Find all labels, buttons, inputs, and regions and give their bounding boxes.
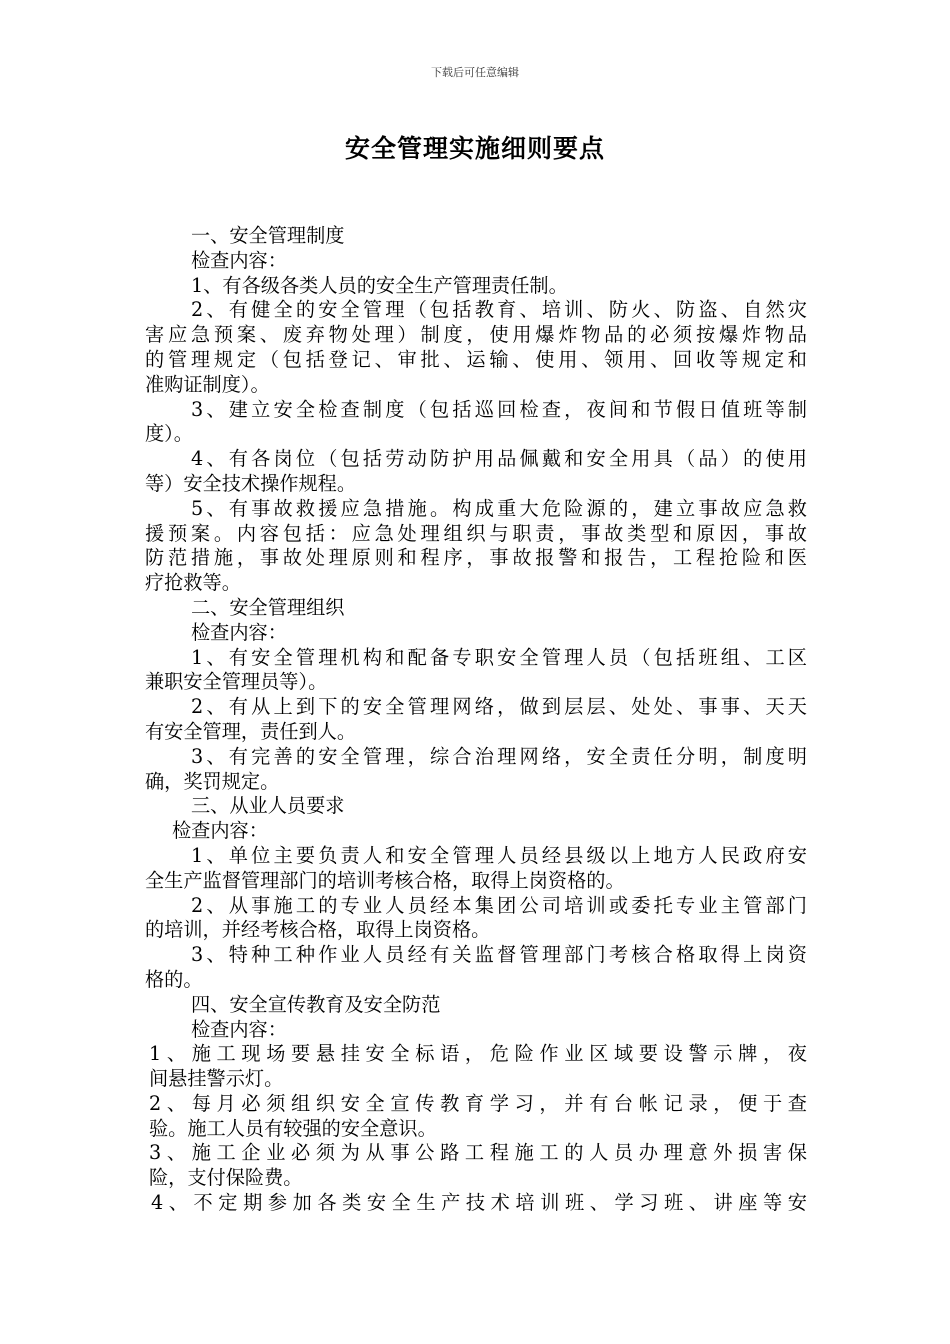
check-content-label: 检查内容：	[191, 620, 287, 644]
paragraph-line: 4、有各岗位（包括劳动防护用品佩戴和安全用具（品）的使用	[191, 447, 807, 471]
paragraph-line: 2、从事施工的专业人员经本集团公司培训或委托专业主管部门	[191, 893, 807, 917]
document-body	[145, 224, 807, 1216]
paragraph-line: 援预案。内容包括：应急处理组织与职责，事故类型和原因，事故	[145, 521, 807, 545]
paragraph-line: 全生产监督管理部门的培训考核合格，取得上岗资格的。	[145, 868, 625, 892]
paragraph-line: 3、有完善的安全管理，综合治理网络，安全责任分明，制度明	[191, 744, 807, 768]
check-content-label: 检查内容：	[191, 1017, 287, 1041]
paragraph-line: 有安全管理，责任到人。	[145, 719, 357, 743]
paragraph-line: 兼职安全管理员等）。	[145, 670, 328, 694]
paragraph-line: 3、施工企业必须为从事公路工程施工的人员办理意外损害保	[149, 1141, 807, 1165]
header-note: 下载后可任意编辑	[431, 66, 519, 79]
paragraph-line: 1、单位主要负责人和安全管理人员经县级以上地方人民政府安	[191, 843, 807, 867]
paragraph-line: 的培训，并经考核合格，取得上岗资格。	[145, 918, 491, 942]
section-heading-1: 一、安全管理制度	[191, 224, 345, 247]
paragraph-line: 险，支付保险费。	[149, 1166, 303, 1190]
paragraph-line: 防范措施，事故处理原则和程序，事故报警和报告，工程抢险和医	[145, 546, 807, 570]
paragraph-line: 2、有从上到下的安全管理网络，做到层层、处处、事事、天天	[191, 695, 807, 719]
paragraph-line: 的管理规定（包括登记、审批、运输、使用、领用、回收等规定和	[145, 347, 807, 371]
paragraph-line: 疗抢救等。	[145, 571, 241, 595]
paragraph-line: 度）。	[145, 422, 193, 446]
section-heading-3: 三、从业人员要求	[191, 794, 345, 818]
paragraph-line: 1、施工现场要悬挂安全标语，危险作业区域要设警示牌，夜	[149, 1042, 807, 1066]
paragraph-line: 2、每月必须组织安全宣传教育学习，并有台帐记录，便于查	[149, 1091, 807, 1115]
paragraph-line: 等）安全技术操作规程。	[145, 471, 357, 495]
paragraph-line: 1、有各级各类人员的安全生产管理责任制。	[191, 273, 568, 297]
paragraph-line: 格的。	[145, 967, 203, 991]
paragraph-line: 3、特种工种作业人员经有关监督管理部门考核合格取得上岗资	[191, 943, 807, 967]
check-content-label: 检查内容：	[172, 819, 268, 843]
paragraph-line: 4、不定期参加各类安全生产技术培训班、学习班、讲座等安	[151, 1191, 807, 1215]
paragraph-line: 准购证制度）。	[145, 372, 270, 396]
paragraph-line: 确，奖罚规定。	[145, 769, 280, 793]
paragraph-line: 间悬挂警示灯。	[149, 1067, 284, 1091]
paragraph-line: 害应急预案、废弃物处理）制度，使用爆炸物品的必须按爆炸物品	[145, 323, 807, 347]
paragraph-line: 验。施工人员有较强的安全意识。	[149, 1116, 437, 1140]
section-heading-4: 四、安全宣传教育及安全防范	[191, 992, 441, 1016]
paragraph-line: 5、有事故救援应急措施。构成重大危险源的，建立事故应急救	[191, 496, 807, 520]
paragraph-line: 3、建立安全检查制度（包括巡回检查，夜间和节假日值班等制	[191, 397, 807, 421]
check-content-label: 检查内容：	[191, 248, 287, 272]
paragraph-line: 2、有健全的安全管理（包括教育、培训、防火、防盗、自然灾	[191, 298, 807, 322]
paragraph-line: 1、有安全管理机构和配备专职安全管理人员（包括班组、工区	[191, 645, 807, 669]
document-title: 安全管理实施细则要点	[344, 134, 605, 163]
section-heading-2: 二、安全管理组织	[191, 595, 345, 619]
